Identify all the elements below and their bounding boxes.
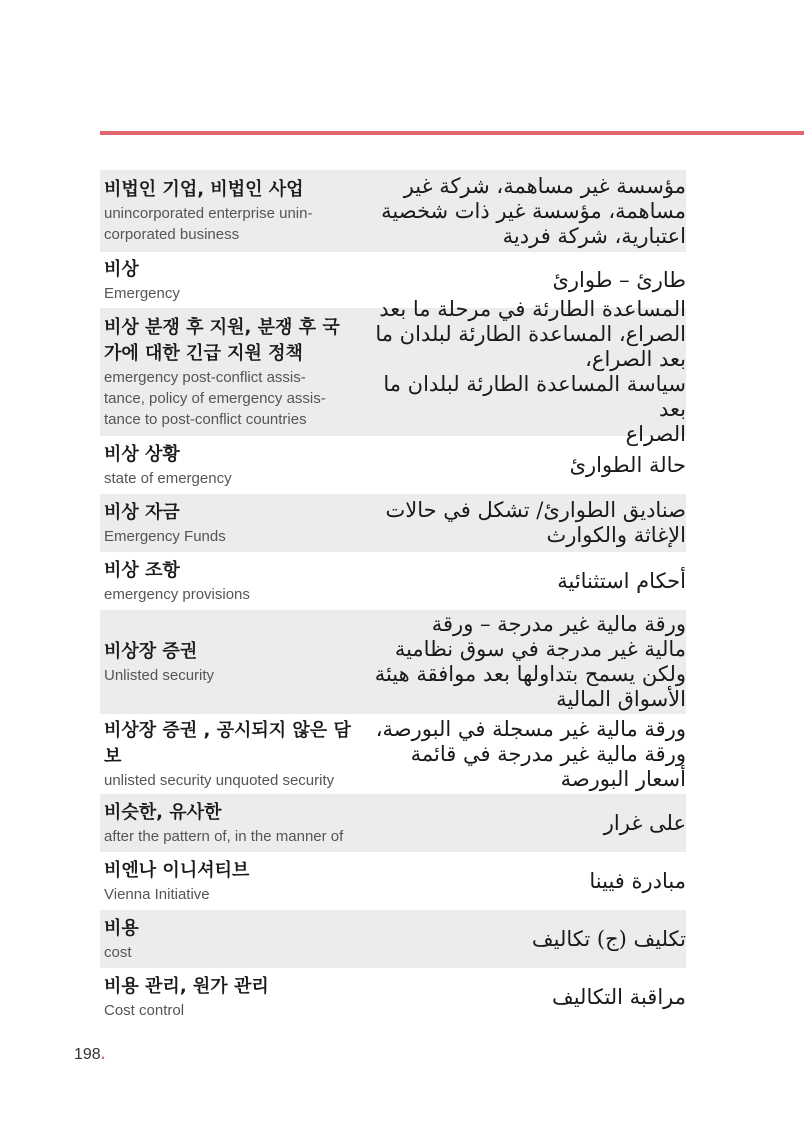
korean-term: 비슷한, 유사한	[104, 801, 222, 823]
arabic-term: المساعدة الطارئة في مرحلة ما بعد الصراع، المساعدة الطارئة لبلدان ما بعد الصراع، سياسة المساعدة الطارئة لبلدان ما بعد الصراع	[375, 297, 686, 446]
arabic-term: حالة الطوارئ	[569, 452, 686, 477]
korean-cell	[104, 858, 354, 905]
korean-term: 비용	[104, 917, 139, 939]
korean-cell	[104, 639, 354, 686]
korean-term: 비상 조항	[104, 559, 180, 581]
english-term: Emergency Funds	[104, 527, 226, 545]
arabic-term: طارئ – طوارئ	[552, 267, 686, 292]
korean-cell	[104, 916, 354, 963]
glossary-row	[100, 714, 686, 794]
glossary-table	[100, 170, 686, 1026]
english-term: Vienna Initiative	[104, 885, 210, 903]
page-number-dot: .	[100, 1046, 106, 1063]
english-term: Unlisted security	[104, 666, 215, 684]
arabic-term: أحكام استثنائية	[557, 568, 686, 593]
arabic-term: مؤسسة غير مساهمة، شركة غير مساهمة، مؤسسة غير ذات شخصية اعتبارية، شركة فردية	[381, 173, 686, 248]
arabic-term: ورقة مالية غير مسجلة في البورصة، ورقة مالية غير مدرجة في قائمة أسعار البورصة	[375, 716, 686, 791]
korean-cell	[104, 718, 354, 791]
english-term: unincorporated enterprise unin- corporated business	[104, 205, 313, 243]
korean-term: 비상 자금	[104, 501, 180, 523]
korean-term: 비엔나 이니셔티브	[104, 859, 250, 881]
english-term: unlisted security unquoted security	[104, 771, 335, 789]
arabic-term: على غرار	[603, 810, 686, 835]
arabic-term: مبادرة فيينا	[589, 868, 686, 893]
glossary-row	[100, 968, 686, 1026]
english-term: emergency post-conflict assis- tance, policy of emergency assis- tance to post-conflict countries	[104, 368, 326, 428]
korean-cell	[104, 257, 354, 304]
arabic-term: ورقة مالية غير مدرجة – ورقة مالية غير مدرجة في سوق نظامية ولكن يسمح بتداولها بعد موافقة هيئة الأسواق المالية	[374, 612, 686, 711]
korean-term: 비법인 기업, 비법인 사업	[104, 179, 304, 200]
korean-term: 비상장 증권 , 공시되지 않은 담보	[104, 719, 351, 767]
english-term: Cost control	[104, 1001, 185, 1019]
korean-cell	[104, 500, 354, 547]
english-term: after the pattern of, in the manner of	[104, 827, 344, 845]
korean-cell	[104, 442, 354, 489]
page-number-value: 198	[74, 1046, 101, 1063]
arabic-term: صناديق الطوارئ/ تشكل في حالات الإغاثة والكوارث	[385, 498, 686, 547]
korean-term: 비상 분쟁 후 지원, 분쟁 후 국 가에 대한 긴급 지원 정책	[104, 316, 340, 364]
glossary-row	[100, 852, 686, 910]
english-term: cost	[104, 943, 132, 961]
glossary-row	[100, 610, 686, 714]
glossary-row	[100, 494, 686, 552]
header-rule	[100, 131, 804, 135]
english-term: Emergency	[104, 284, 180, 302]
korean-cell	[104, 177, 354, 245]
korean-cell	[104, 800, 354, 847]
english-term: emergency provisions	[104, 585, 250, 603]
glossary-row	[100, 910, 686, 968]
glossary-row	[100, 552, 686, 610]
glossary-row	[100, 794, 686, 852]
glossary-row	[100, 170, 686, 252]
page-number	[74, 1046, 105, 1064]
korean-term: 비상장 증권	[104, 640, 198, 662]
korean-cell	[104, 974, 354, 1021]
korean-term: 비상 상황	[104, 443, 180, 465]
english-term: state of emergency	[104, 469, 232, 487]
korean-cell	[104, 315, 354, 430]
korean-term: 비용 관리, 원가 관리	[104, 975, 269, 997]
arabic-term: مراقبة التكاليف	[551, 984, 686, 1009]
arabic-term: تكليف (ج) تكاليف	[531, 926, 686, 951]
glossary-row	[100, 297, 686, 446]
korean-term: 비상	[104, 258, 139, 280]
korean-cell	[104, 558, 354, 605]
